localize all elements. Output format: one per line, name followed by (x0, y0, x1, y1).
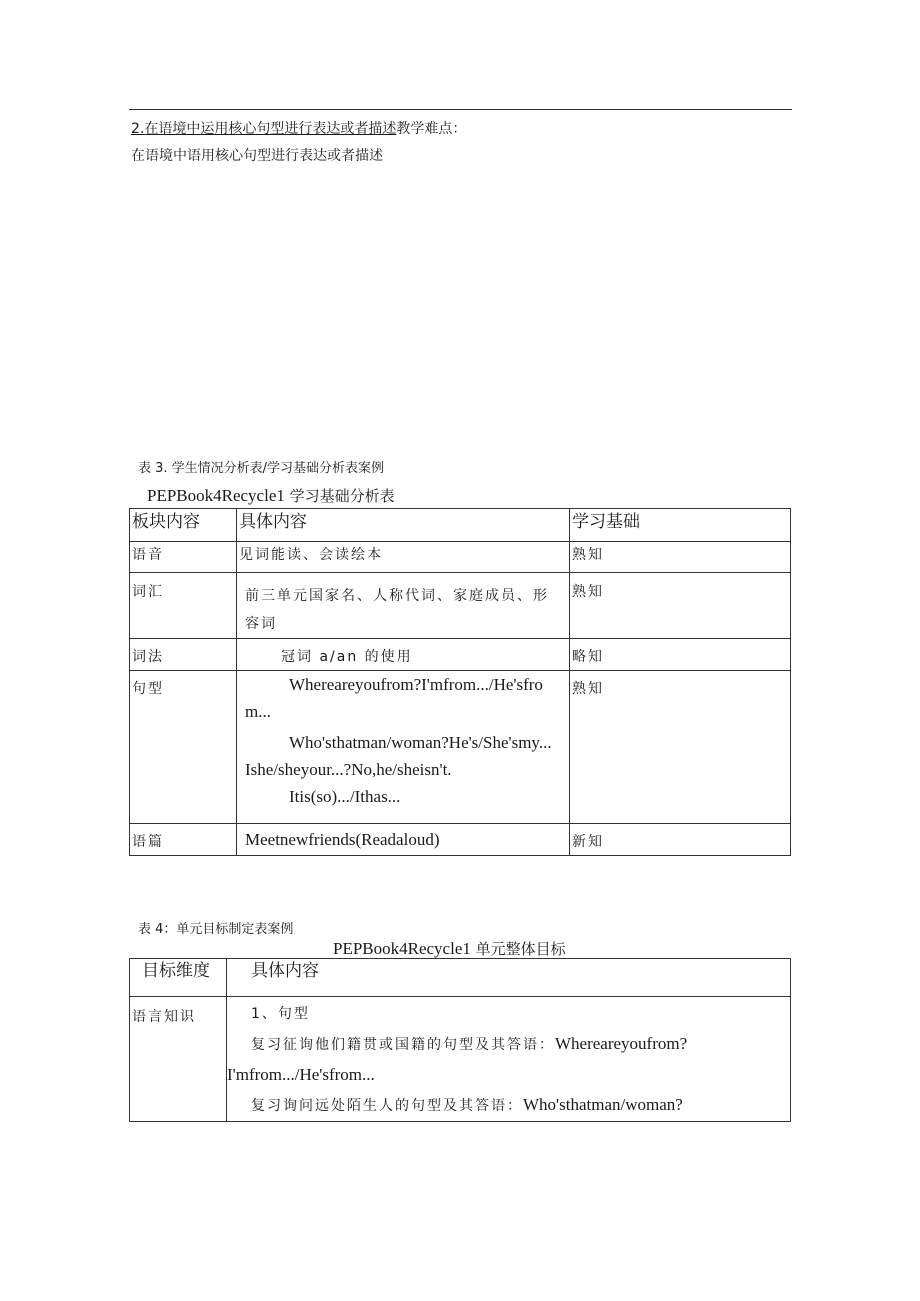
content-cell (237, 824, 570, 856)
header-cell: 目标维度 (130, 959, 227, 997)
level-cell: 熟知 (570, 671, 791, 824)
table-row (130, 542, 791, 573)
content-cell (227, 997, 791, 1122)
level-cell: 略知 (570, 639, 791, 671)
content-line: Meetnewfriends(Readaloud) (245, 830, 440, 849)
block-cell: 语篇 (130, 824, 237, 856)
content-line: 复习征询他们籍贯或国籍的句型及其答语： (251, 1037, 555, 1053)
table-row (130, 573, 791, 639)
section-line: 在语境中语用核心句型进行表达或者描述 (131, 148, 383, 164)
header-cell: 板块内容 (130, 509, 237, 542)
heading-tail: 教学难点： (396, 121, 467, 137)
content-line: Who'sthatman/woman?He's/She'smy... (289, 733, 552, 752)
content-cell (237, 639, 570, 671)
table4-caption: 表 4：单元目标制定表案例 (138, 922, 294, 937)
content-line: 容词 (245, 616, 277, 632)
content-line: Itis(so).../Ithas... (289, 787, 401, 806)
content-line: m... (245, 702, 271, 721)
table4 (129, 958, 791, 1122)
table-row (130, 997, 791, 1122)
table4-title-cn: 单元整体目标 (475, 940, 566, 958)
table-row (130, 639, 791, 671)
table3-title-en: PEPBook4Recycle1 (147, 486, 285, 505)
table4-title-en: PEPBook4Recycle1 (333, 939, 471, 958)
header-cell: 学习基础 (570, 509, 791, 542)
block-cell: 词汇 (130, 573, 237, 639)
content-cell (237, 671, 570, 824)
heading-num: 2. (131, 121, 145, 137)
table3-title-cn: 学习基础分析表 (289, 487, 395, 505)
content-line: 见词能读、会读绘本 (239, 547, 383, 563)
block-cell: 词法 (130, 639, 237, 671)
table3 (129, 508, 791, 856)
table-header-row (130, 509, 791, 542)
header-cell: 具体内容 (227, 959, 791, 997)
header-cell: 具体内容 (237, 509, 570, 542)
content-line: I'mfrom.../He'sfrom... (227, 1065, 375, 1084)
content-cell (237, 542, 570, 573)
heading-underlined: 在语境中运用核心句型进行表达或者描述 (144, 121, 397, 137)
content-line: 复习询问远处陌生人的句型及其答语： (251, 1098, 523, 1114)
content-line: Ishe/sheyour...?No,he/sheisn't. (245, 760, 452, 779)
level-cell: 熟知 (570, 542, 791, 573)
table4-title (333, 938, 566, 959)
table-row (130, 824, 791, 856)
content-line: 冠词 a/an 的使用 (281, 649, 413, 665)
table-row (130, 671, 791, 824)
content-line: 1、句型 (251, 1006, 310, 1022)
block-cell: 语音 (130, 542, 237, 573)
dimension-cell: 语言知识 (130, 997, 227, 1122)
section-heading (131, 118, 466, 138)
content-line: Whereareyoufrom? (555, 1034, 688, 1053)
content-line: Who'sthatman/woman? (523, 1095, 683, 1114)
table3-title (147, 485, 395, 506)
content-cell (237, 573, 570, 639)
content-line: 前三单元国家名、人称代词、家庭成员、形 (245, 588, 549, 604)
top-rule (129, 109, 792, 110)
table3-caption: 表 3. 学生情况分析表/学习基础分析表案例 (138, 461, 385, 476)
level-cell: 熟知 (570, 573, 791, 639)
table-header-row (130, 959, 791, 997)
content-line: Whereareyoufrom?I'mfrom.../He'sfro (289, 675, 543, 694)
level-cell: 新知 (570, 824, 791, 856)
block-cell: 句型 (130, 671, 237, 824)
